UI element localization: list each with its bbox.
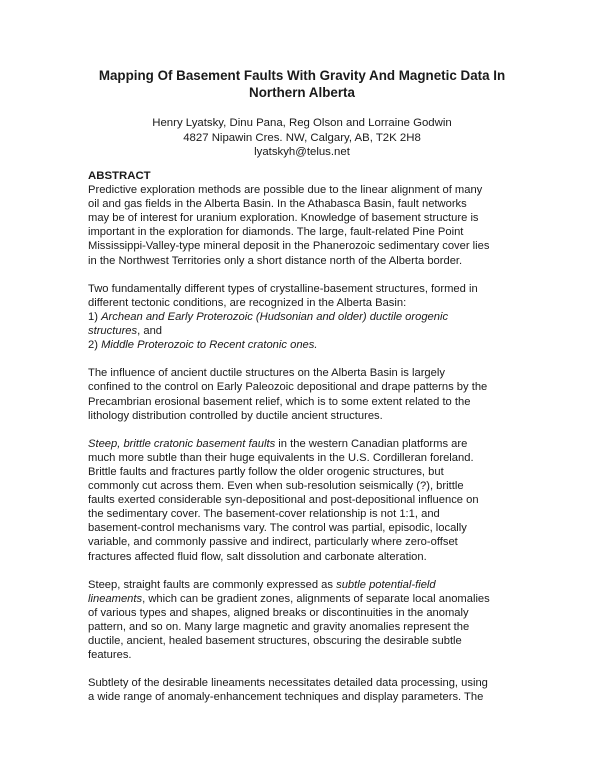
list-number: 2)	[88, 339, 102, 352]
text-line: Mississippi-Valley-type mineral deposit in the Phanerozoic sedimentary cover lies	[88, 240, 490, 253]
text-line: lithology distribution controlled by ductile ancient structures.	[88, 409, 383, 422]
text-line: confined to the control on Early Paleozoic depositional and drape patterns by the	[88, 381, 488, 394]
text-line: fractures affected fluid flow, salt dissolution and carbonate alteration.	[88, 550, 427, 563]
text-line: The influence of ancient ductile structures on the Alberta Basin is largely	[88, 367, 445, 380]
list-number: 1)	[88, 310, 102, 323]
author-block	[88, 116, 516, 160]
text-line: Brittle faults and fractures partly follow the older orogenic structures, but	[88, 465, 444, 478]
text-line	[88, 437, 518, 451]
list-item-1-continuation	[88, 324, 518, 338]
italic-text: Archean and Early Proterozoic (Hudsonian and older) ductile orogenic	[101, 310, 449, 323]
paragraph-5	[88, 578, 518, 663]
paragraph-3	[88, 366, 518, 422]
text-line: a wide range of anomaly-enhancement techniques and display parameters. The	[88, 691, 484, 704]
text-line: the sedimentary cover. The basement-cover relationship is not 1:1, and	[88, 508, 440, 521]
list-item-tail: , and	[137, 325, 163, 338]
italic-text: Middle Proterozoic to Recent cratonic ones.	[101, 339, 318, 352]
author-email: lyatskyh@telus.net	[254, 146, 350, 158]
text-line: commonly cut across them. Even when sub-resolution seismically (?), brittle	[88, 480, 464, 493]
text-line: Subtlety of the desirable lineaments necessitates detailed data processing, using	[88, 677, 488, 690]
list-item-1	[88, 310, 518, 324]
text-line: much more subtle than their huge equivalents in the U.S. Cordilleran foreland.	[88, 451, 474, 464]
italic-text: subtle potential-field	[336, 578, 436, 591]
text-line: Precambrian erosional basement relief, which is to some extent related to the	[88, 395, 471, 408]
italic-text: structures	[88, 325, 138, 338]
text-line: important in the exploration for diamonds. The large, fault-related Pine Point	[88, 226, 464, 239]
text-line	[88, 578, 518, 592]
text-line	[88, 592, 518, 606]
text-line: Two fundamentally different types of crystalline-basement structures, formed in	[88, 282, 478, 295]
text-run: in the western Canadian platforms are	[275, 437, 468, 450]
paragraph-6	[88, 676, 518, 704]
text-line: in the Northwest Territories only a short distance north of the Alberta border.	[88, 254, 463, 267]
text-line: variable, and commonly passive and indirect, particularly where zero-offset	[88, 536, 458, 549]
text-line: oil and gas fields in the Alberta Basin. In the Athabasca Basin, fault networks	[88, 198, 467, 211]
text-line: pattern, and so on. Many large magnetic and gravity anomalies represent the	[88, 621, 470, 633]
italic-text: lineaments	[88, 592, 143, 605]
paragraph-2	[88, 282, 518, 352]
text-line: basement-control mechanisms vary. The control was partial, episodic, locally	[88, 522, 467, 535]
text-line: ductile, ancient, healed basement structures, obscuring the desirable subtle	[88, 635, 462, 648]
text-run: , which can be gradient zones, alignments of separate local anomalies	[142, 592, 490, 605]
text-line: Predictive exploration methods are possible due to the linear alignment of many	[88, 184, 483, 197]
list-item-2	[88, 338, 518, 352]
text-run: Steep, straight faults are commonly expressed as	[88, 578, 337, 591]
abstract-section	[88, 169, 518, 719]
paper-title	[88, 67, 516, 101]
text-line: of various types and shapes, aligned breaks or discontinuities in the anomaly	[88, 606, 469, 619]
paper-title-line-2: Northern Alberta	[249, 85, 355, 100]
author-address: 4827 Nipawin Cres. NW, Calgary, AB, T2K 2H8	[183, 131, 421, 144]
author-names: Henry Lyatsky, Dinu Pana, Reg Olson and Lorraine Godwin	[152, 117, 452, 129]
text-line: different tectonic conditions, are recognized in the Alberta Basin:	[88, 296, 407, 309]
text-line: features.	[88, 649, 132, 662]
paragraph-4	[88, 437, 518, 564]
paper-title-line-1: Mapping Of Basement Faults With Gravity And Magnetic Data In	[98, 68, 506, 83]
abstract-heading: ABSTRACT	[88, 170, 151, 182]
text-line: faults exerted considerable syn-depositional and post-depositional influence on	[88, 494, 479, 507]
paragraph-1	[88, 183, 518, 268]
italic-text: Steep, brittle cratonic basement faults	[88, 437, 276, 450]
text-line: may be of interest for uranium exploration. Knowledge of basement structure is	[88, 212, 479, 225]
